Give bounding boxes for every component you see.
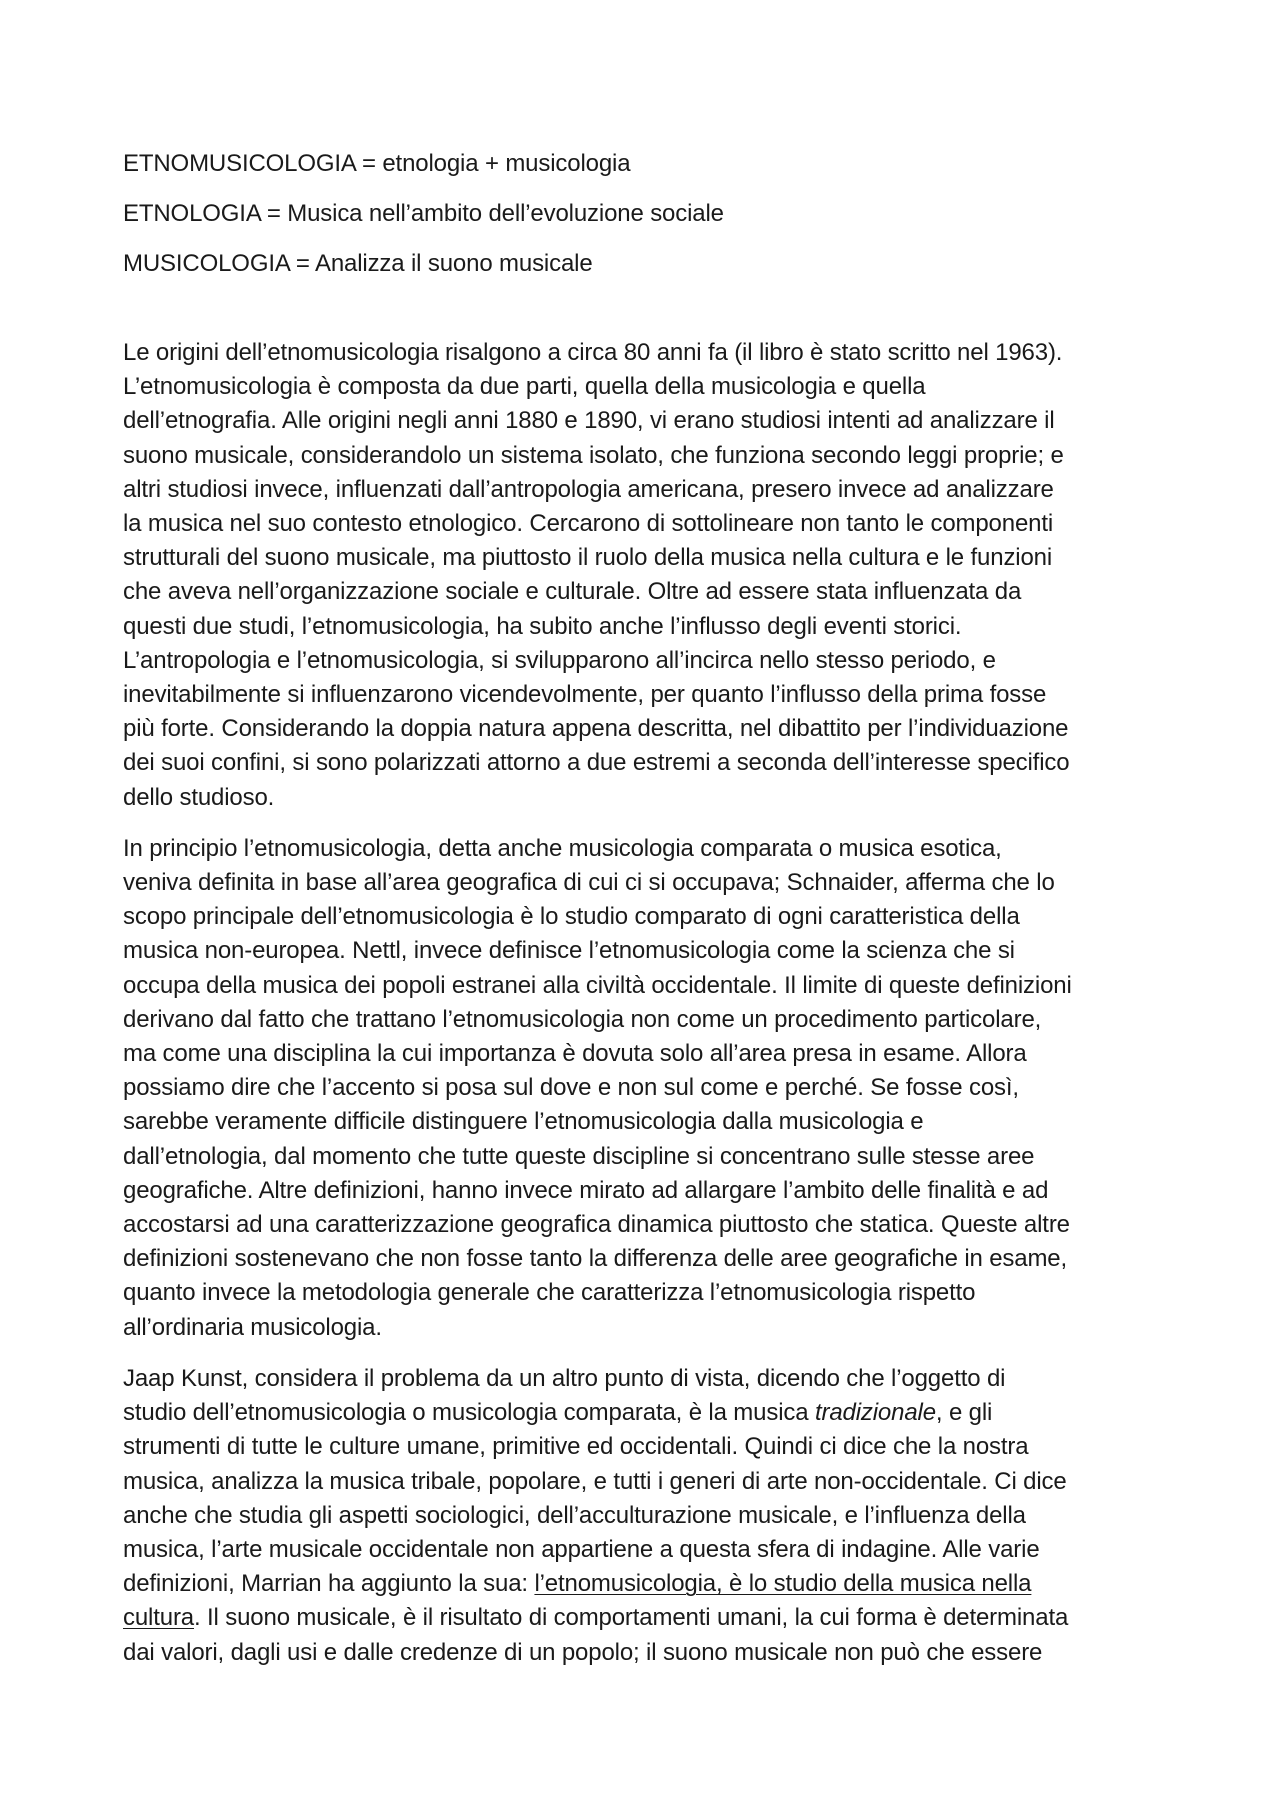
text-line: all’ordinaria musicologia. [123, 1313, 382, 1341]
text-fragment: . Il suono musicale, è il risultato di comportamenti umani, la cui forma è determinata [194, 1604, 1069, 1632]
text-line: geografiche. Altre definizioni, hanno invece mirato ad allargare l’ambito delle finalità e ad [123, 1176, 1049, 1204]
paragraph-origins [123, 336, 1173, 815]
text-line: dello studioso. [123, 783, 275, 811]
text-line: dall’etnologia, dal momento che tutte queste discipline si concentrano sulle stesse aree [123, 1142, 1035, 1170]
text-line: Jaap Kunst, considera il problema da un altro punto di vista, dicendo che l’oggetto di [123, 1364, 1006, 1392]
text-line: sarebbe veramente difficile distinguere l’etnomusicologia dalla musicologia e [123, 1108, 924, 1136]
definitions-block [123, 150, 1173, 278]
definition-musicologia: MUSICOLOGIA = Analizza il suono musicale [123, 250, 593, 277]
text-line: scopo principale dell’etnomusicologia è lo studio comparato di ogni caratteristica della [123, 903, 1020, 931]
paragraph-definitions [123, 832, 1173, 1345]
definition-etnomusicologia: ETNOMUSICOLOGIA = etnologia + musicologia [123, 150, 631, 177]
text-line: inevitabilmente si influenzarono vicendevolmente, per quanto l’influsso della prima fosse [123, 681, 1047, 709]
text-line: che aveva nell’organizzazione sociale e culturale. Oltre ad essere stata influenzata da [123, 578, 1022, 606]
text-line: musica non-europea. Nettl, invece definisce l’etnomusicologia come la scienza che si [123, 937, 1015, 965]
text-line [123, 1567, 1173, 1601]
text-line: ma come una disciplina la cui importanza è dovuta solo all’area presa in esame. Allora [123, 1040, 1027, 1068]
text-line: quanto invece la metodologia generale che caratterizza l’etnomusicologia rispetto [123, 1279, 976, 1307]
definition-etnologia: ETNOLOGIA = Musica nell’ambito dell’evoluzione sociale [123, 200, 724, 227]
text-line [123, 1601, 1173, 1635]
text-line: dei suoi confini, si sono polarizzati attorno a due estremi a seconda dell’interesse specifico [123, 749, 1070, 777]
italic-term: tradizionale [814, 1399, 936, 1427]
text-line: derivano dal fatto che trattano l’etnomusicologia non come un procedimento particolare, [123, 1005, 1042, 1033]
text-fragment: definizioni, Marrian ha aggiunto la sua: [123, 1570, 535, 1598]
underlined-definition: cultura [123, 1604, 194, 1632]
text-line: L’etnomusicologia è composta da due parti, quella della musicologia e quella [123, 373, 926, 401]
document-body [123, 150, 1173, 1687]
text-line: definizioni sostenevano che non fosse tanto la differenza delle aree geografiche in esame, [123, 1245, 1068, 1273]
text-line: possiamo dire che l’accento si posa sul dove e non sul come e perché. Se fosse così, [123, 1074, 1019, 1102]
text-fragment: studio dell’etnomusicologia o musicologia comparata, è la musica [123, 1399, 815, 1427]
text-line: dell’etnografia. Alle origini negli anni 1880 e 1890, vi erano studiosi intenti ad analizzare il [123, 407, 1055, 435]
text-line: occupa della musica dei popoli estranei alla civiltà occidentale. Il limite di queste definizioni [123, 971, 1072, 999]
text-line: musica, l’arte musicale occidentale non appartiene a questa sfera di indagine. Alle varie [123, 1535, 1040, 1563]
paragraph-kunst [123, 1362, 1173, 1670]
text-line: altri studiosi invece, influenzati dall’antropologia americana, presero invece ad analizzare [123, 475, 1054, 503]
text-line: la musica nel suo contesto etnologico. Cercarono di sottolineare non tanto le componenti [123, 510, 1054, 538]
underlined-definition: l’etnomusicologia, è lo studio della musica nella [534, 1570, 1032, 1598]
text-line: suono musicale, considerandolo un sistema isolato, che funziona secondo leggi proprie; e [123, 441, 1064, 469]
text-line: strutturali del suono musicale, ma piuttosto il ruolo della musica nella cultura e le funzioni [123, 544, 1053, 572]
text-fragment: , e gli [935, 1399, 993, 1427]
text-line [123, 1396, 1173, 1430]
text-line: più forte. Considerando la doppia natura appena descritta, nel dibattito per l’individuazione [123, 715, 1069, 743]
text-line: anche che studia gli aspetti sociologici, dell’acculturazione musicale, e l’influenza della [123, 1501, 1026, 1529]
text-line: questi due studi, l’etnomusicologia, ha subito anche l’influsso degli eventi storici. [123, 612, 962, 640]
text-line: L’antropologia e l’etnomusicologia, si svilupparono all’incirca nello stesso periodo, e [123, 646, 996, 674]
text-line: dai valori, dagli usi e dalle credenze di un popolo; il suono musicale non può che essere [123, 1638, 1043, 1666]
text-line: Le origini dell’etnomusicologia risalgono a circa 80 anni fa (il libro è stato scritto nel 1963). [123, 339, 1063, 366]
text-line: accostarsi ad una caratterizzazione geografica dinamica piuttosto che statica. Queste altre [123, 1211, 1070, 1239]
text-line: musica, analizza la musica tribale, popolare, e tutti i generi di arte non-occidentale. Ci dice [123, 1467, 1067, 1495]
text-line: In principio l’etnomusicologia, detta anche musicologia comparata o musica esotica, [123, 834, 1002, 862]
text-line: veniva definita in base all’area geografica di cui ci si occupava; Schnaider, afferma che lo [123, 869, 1055, 897]
text-line: strumenti di tutte le culture umane, primitive ed occidentali. Quindi ci dice che la nostra [123, 1433, 1029, 1461]
